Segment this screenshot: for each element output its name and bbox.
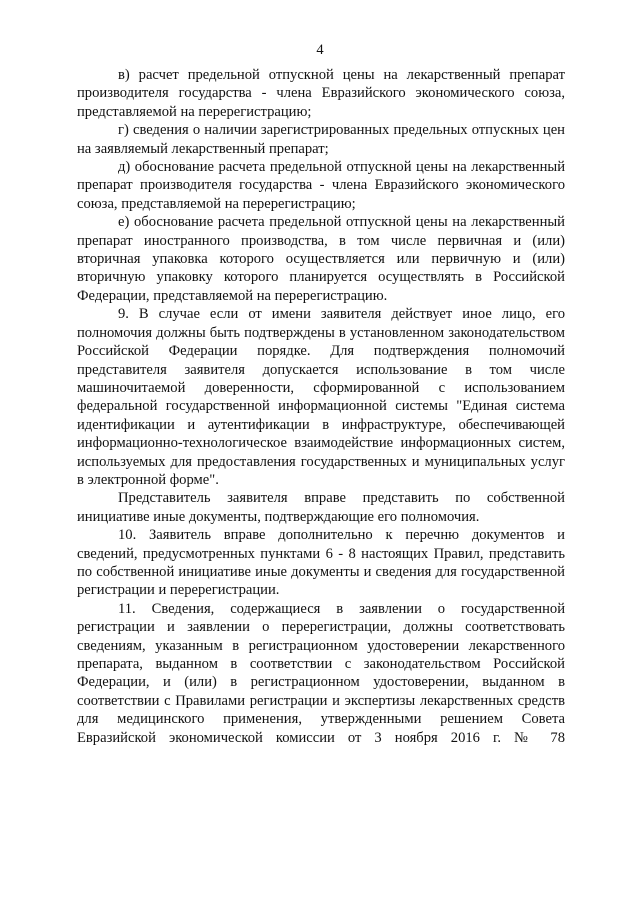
paragraph-10: 10. Заявитель вправе дополнительно к перечню документов и сведений, предусмотренных пунктами 6 - 8 настоящих Правил, представить по собственной инициативе иные документы и сведения для государственной регистрации и перерегистрации. [77, 527, 565, 599]
paragraph-item-d: д) обоснование расчета предельной отпускной цены на лекарственный препарат производителя государства - члена Евразийского экономического союза, представляемой на перерегистрацию; [77, 159, 565, 212]
paragraph-item-g: г) сведения о наличии зарегистрированных предельных отпускных цен на заявляемый лекарственный препарат; [77, 122, 565, 157]
paragraph-item-v: в) расчет предельной отпускной цены на лекарственный препарат производителя государства - члена Евразийского экономического союза, представляемой на перерегистрацию; [77, 67, 565, 120]
paragraph-9: 9. В случае если от имени заявителя действует иное лицо, его полномочия должны быть подтверждены в установленном законодательством Российской Федерации порядке. Для подтверждения полномочий представителя заявителя допускается использование в том числе машиночитаемой доверенности, сформированной с использованием федеральной государственной информационной системы "Единая система идентификации и аутентификации в инфраструктуре, обеспечивающей информационно-технологическое взаимодействие информационных систем, используемых для предоставления государственных и муниципальных услуг в электронной форме". [77, 306, 565, 488]
paragraph-11: 11. Сведения, содержащиеся в заявлении о государственной регистрации и заявлении о перерегистрации, должны соответствовать сведениям, указанным в регистрационном удостоверении лекарственного препарата, выданном в соответствии с законодательством Российской Федерации, и (или) в регистрационном удостоверении, выданном в соответствии с Правилами регистрации и экспертизы лекарственных средств для медицинского применения, утвержденными решением Совета Евразийской экономической комиссии от 3 ноября 2016 г. № 78 [77, 600, 565, 746]
page-number: 4 [316, 42, 324, 58]
paragraph-item-e: е) обоснование расчета предельной отпускной цены на лекарственный препарат иностранного производства, в том числе первичная и (или) вторичная упаковка которого осуществляется или первичную и (или) вторичную упаковку которого планируется осуществлять в Российской Федерации, представляемой на перерегистрацию. [77, 214, 565, 304]
document-body [77, 66, 565, 747]
paragraph-9-representative: Представитель заявителя вправе представить по собственной инициативе иные документы, подтверждающие его полномочия. [77, 490, 565, 525]
